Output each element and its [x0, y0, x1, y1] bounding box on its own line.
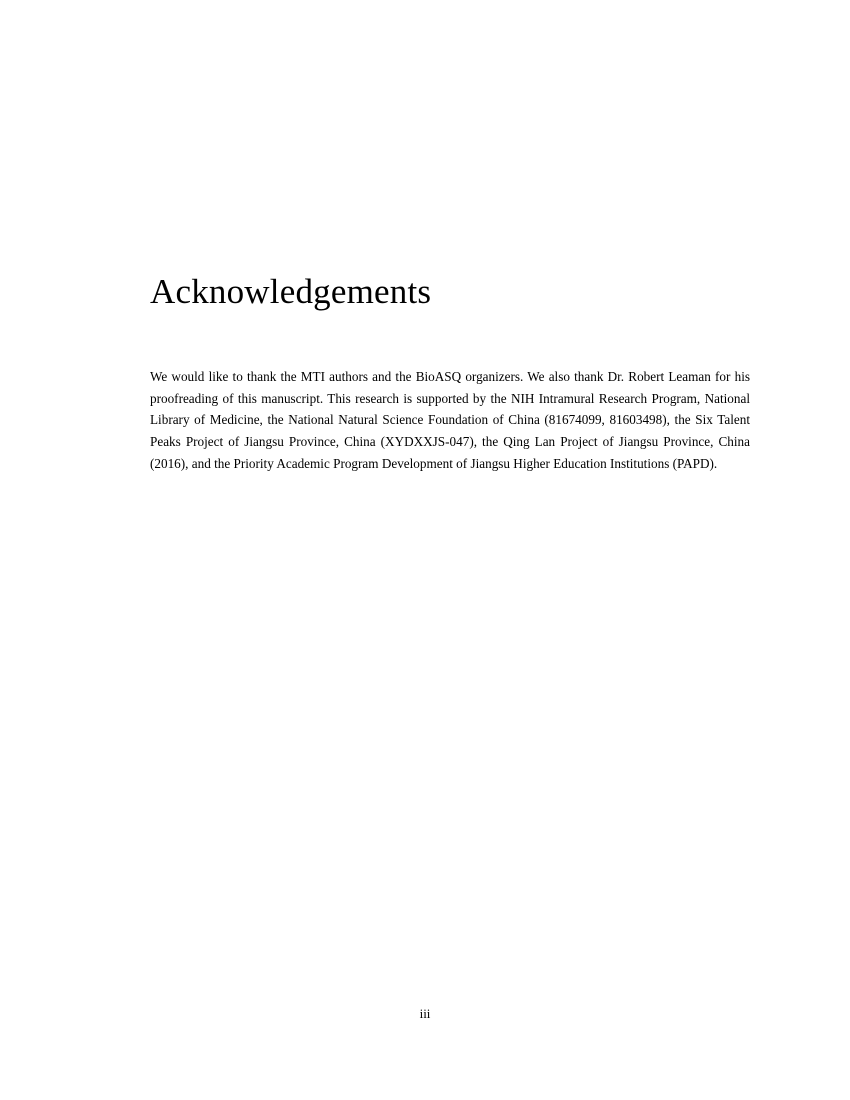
- chapter-title: Acknowledgements: [150, 272, 432, 311]
- page-number: iii: [419, 1006, 431, 1021]
- acknowledgements-paragraph: We would like to thank the MTI authors and the BioASQ organizers. We also thank Dr. Robert Leaman for his proofreading of this manuscript. This research is supported by the NIH Intramural Research Program, National Library of Medicine, the National Natural Science Foundation of China (81674099, 81603498), the Six Talent Peaks Project of Jiangsu Province, China (XYDXXJS-047), the Qing Lan Project of Jiangsu Province, China (2016), and the Priority Academic Program Development of Jiangsu Higher Education Institutions (PAPD).: [150, 369, 750, 471]
